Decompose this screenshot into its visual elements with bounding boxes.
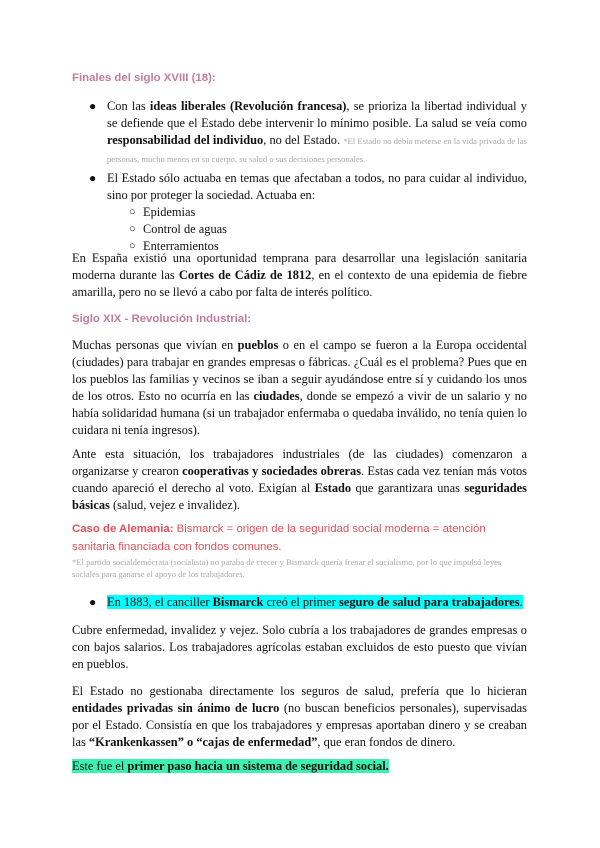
sub-item-epidemias (72, 204, 527, 221)
highlighted-sentence (107, 595, 523, 609)
text-run: El Estado no gestionaba directamente los seguros de salud, prefería que lo hicieran (72, 684, 527, 698)
bullet-dot-icon: ● (89, 595, 97, 609)
circle-bullet-icon: ○ (129, 240, 136, 252)
text-run: Este fue el (72, 759, 128, 773)
paragraph-trabajadores (72, 446, 527, 514)
paragraph-estado-gestion (72, 683, 527, 751)
bold-run: responsabilidad del individuo (107, 133, 264, 147)
text-run: Con las (107, 99, 150, 113)
bullet-item-bismarck (72, 594, 527, 611)
highlighted-sentence (72, 759, 389, 773)
case-label: Caso de Alemania: (72, 523, 174, 535)
section-heading-siglo-xviii: Finales del siglo XVIII (18): (72, 72, 216, 84)
text-run: . Estas cada vez tenían más votos cuando apareció el derecho al voto. Exigían al (72, 464, 527, 495)
bullet-list-bismarck (72, 594, 527, 611)
bold-run: Bismarck (212, 595, 264, 609)
text-run: El Estado sólo actuaba en temas que afectaban a todos, no para cuidar al individuo, sino por proteger la sociedad. Actuaba en: (107, 171, 527, 202)
text-run: , en el contexto de una epidemia de fiebre amarilla, pero no se llevó a cabo por falta de interés político. (72, 268, 527, 299)
paragraph-espana (72, 250, 527, 301)
text-run: o en el campo se fueron a la Europa occidental (ciudades) para trabajar en grandes empresas o fábricas. ¿Cuál es el problema? Pues que en los pueblos las familias y vecinos se iban a seguir ayudándose entre sí y cuidando los unos de los otros. Esto no ocurría en las (72, 338, 527, 403)
text-run: , se prioriza la libertad individual y se defiende que el Estado debe intervenir lo mínimo posible. La salud se veía como (107, 99, 527, 130)
bold-run: cooperativas y sociedades obreras (182, 464, 362, 478)
paragraph-primer-paso (72, 758, 527, 775)
sub-item-control-aguas (72, 221, 527, 238)
paragraph-cubre: Cubre enfermedad, invalidez y vejez. Solo cubría a los trabajadores de grandes empresas o con bajos salarios. Los trabajadores agrícolas estaban excluidos de esto puesto que vivían en pueblos. (72, 623, 527, 671)
text-run: , donde se empezó a vivir de un salario y no había solidaridad humana (si un trabajador enfermaba o quedaba inválido, no tenía quien lo cuidara ni tenía ingresos). (72, 389, 527, 437)
case-text: Bismarck = origen de la seguridad social moderna = atención sanitaria financiada con fondos comunes. (72, 523, 486, 553)
text-run: Muchas personas que vivían en (72, 338, 238, 352)
sub-item-label: Epidemias (143, 205, 196, 219)
bold-run: primer paso hacia un sistema de seguridad social. (127, 759, 389, 773)
footnote-text: *El Estado no debía meterse en la vida privada de las personas, mucho menos en su cuerpo, su salud o sus decisiones personales. (107, 136, 527, 164)
bold-run: ideas liberales (Revolución francesa) (149, 99, 347, 113)
bold-run: entidades privadas sin ánimo de lucro (72, 701, 280, 715)
circle-bullet-icon: ○ (129, 223, 136, 235)
bold-run: ciudades (253, 389, 300, 403)
section-heading-siglo-xix: Siglo XIX - Revolución Industrial: (72, 313, 252, 325)
bullet-item-ideas-liberales (72, 98, 527, 168)
text-run: que garantizara unas (351, 481, 465, 495)
paragraph-pueblos (72, 337, 527, 439)
bold-run: pueblos (237, 338, 279, 352)
text-run: Ante esta situación, los trabajadores industriales (de las ciudades) comenzaron a organizarse y crearon (72, 447, 527, 478)
sub-item-label: Enterramientos (143, 239, 219, 253)
bullet-dot-icon: ● (89, 171, 97, 185)
text-run: , que eran fondos de dinero. (317, 735, 456, 749)
text-run: (no buscan beneficios personales), supervisadas por el Estado. Consistía en que los trabajadores y empresas aportaban dinero y se creaban las (72, 701, 528, 749)
bold-run: “Krankenkassen” o “cajas de enfermedad” (88, 735, 318, 749)
case-footnote: *El partido socialdemócrata (socialista) no paraba de crecer y Bismarck quería frenar el socialismo, por lo que impulsó leyes sociales para ganarse el apoyo de los trabajadores. (72, 557, 502, 579)
sub-item-label: Control de aguas (143, 222, 227, 236)
bullet-list-liberal (72, 98, 527, 255)
bold-run: seguridades básicas (72, 481, 527, 512)
case-alemania (72, 520, 527, 556)
bold-run: Estado (314, 481, 352, 495)
text-run: (salud, vejez e invalidez). (109, 498, 240, 512)
circle-bullet-icon: ○ (129, 206, 136, 218)
bold-run: seguro de salud para trabajadores (339, 595, 520, 609)
text-run: . (519, 595, 523, 609)
text-run: , no del Estado. (263, 133, 344, 147)
bullet-dot-icon: ● (89, 99, 97, 113)
text-run: creó el primer (263, 595, 340, 609)
text-run: En España existió una oportunidad temprana para desarrollar una legislación sanitaria moderna durante las (72, 251, 527, 282)
text-run: En 1883, el canciller (107, 595, 213, 609)
bullet-item-estado-actuaba (72, 170, 527, 204)
bold-run: Cortes de Cádiz de 1812 (178, 268, 312, 282)
